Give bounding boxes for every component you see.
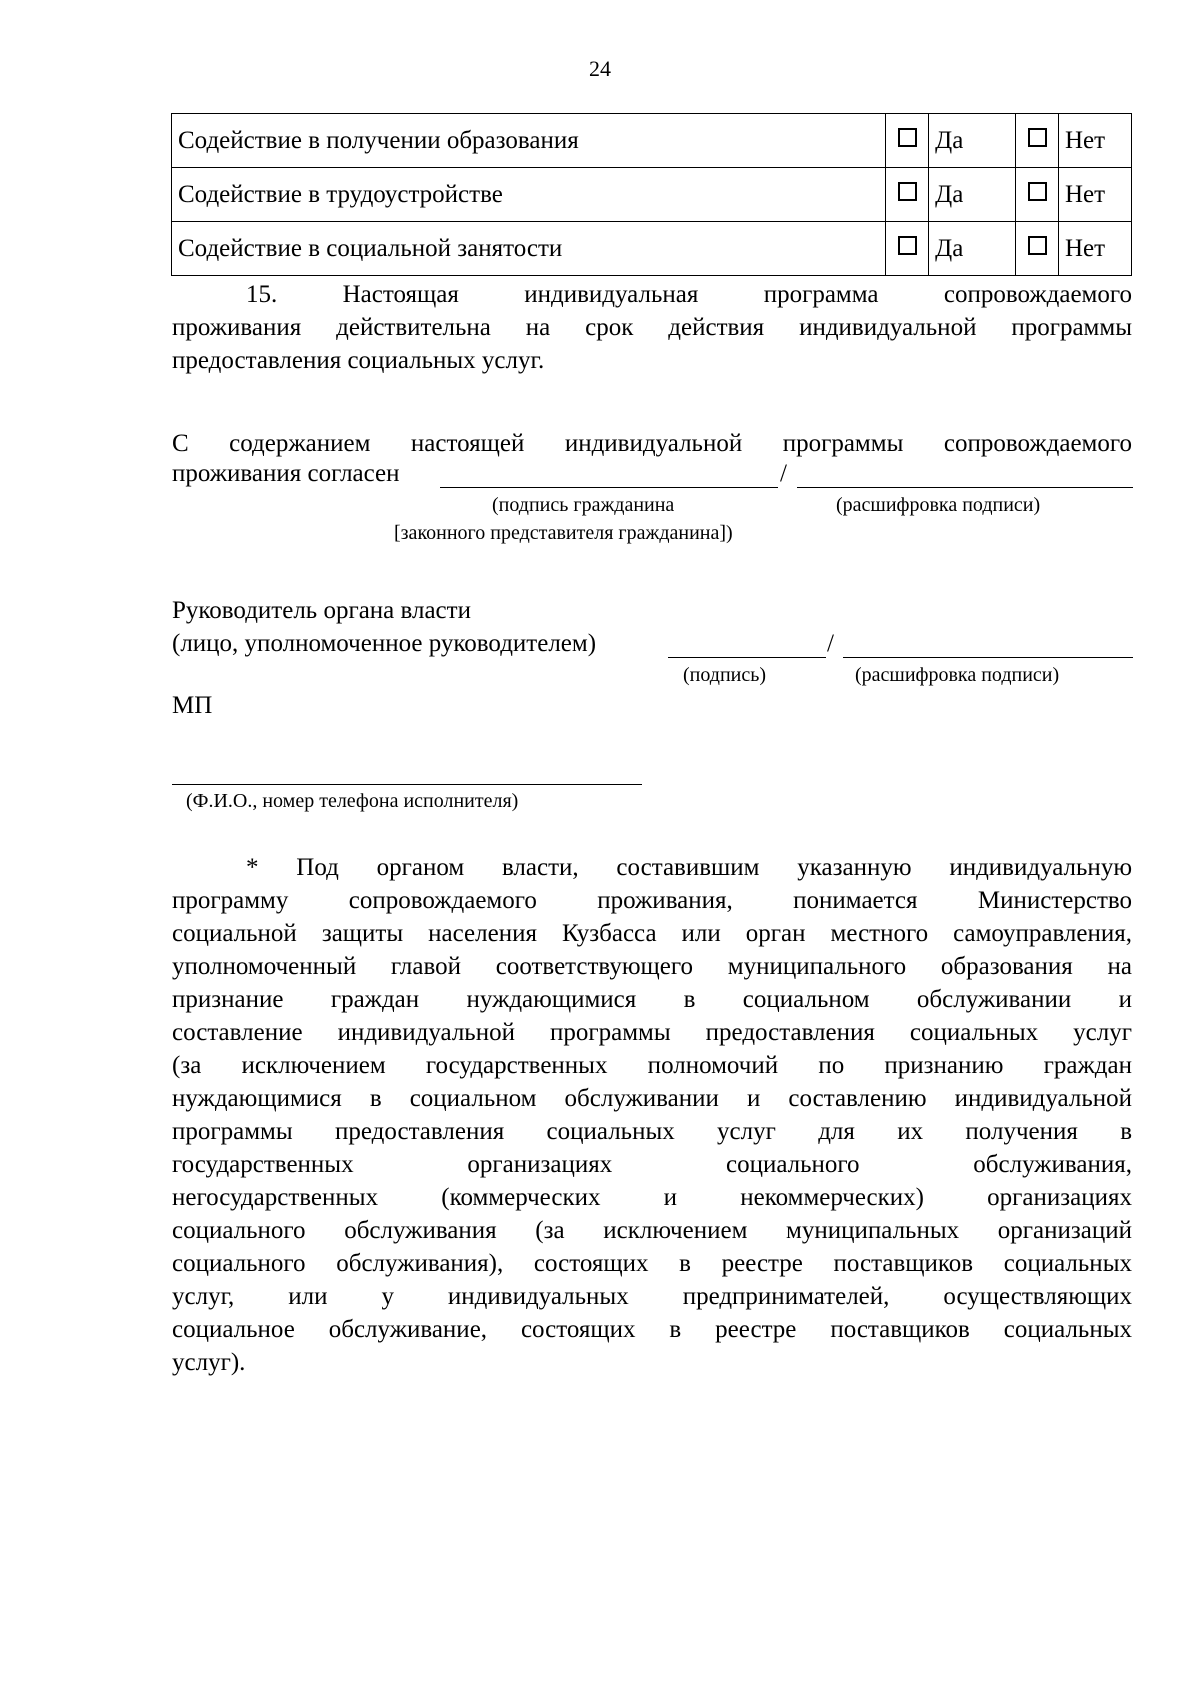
yes-checkbox-cell[interactable] [886,222,929,276]
yes-checkbox-cell[interactable] [886,168,929,222]
footnote-line: признание граждан нуждающимися в социальном обслуживании и [172,986,1132,1013]
head-title: Руководитель органа власти [172,597,471,624]
no-checkbox-cell[interactable] [1016,114,1059,168]
footnote-line: социальное обслуживание, состоящих в реестре поставщиков социальных [172,1316,1132,1343]
checkbox-icon[interactable] [1028,182,1047,201]
checkbox-icon[interactable] [898,236,917,255]
footnote-line: государственных организациях социального обслуживания, [172,1151,1132,1178]
executor-line[interactable] [172,784,642,785]
footnote-line: социального обслуживания), состоящих в реестре поставщиков социальных [172,1250,1132,1277]
no-checkbox-cell[interactable] [1016,168,1059,222]
service-label: Содействие в получении образования [172,114,886,168]
consent-statement [172,427,1132,460]
checkbox-icon[interactable] [898,128,917,147]
service-label: Содействие в социальной занятости [172,222,886,276]
no-label: Нет [1059,168,1132,222]
head-authorized-text: (лицо, уполномоченное руководителем) [172,630,597,657]
footnote-line: услуг). [172,1349,246,1376]
signature-separator: / [827,630,834,657]
head-decoding-line[interactable] [843,657,1133,658]
no-label: Нет [1059,114,1132,168]
representative-caption: [законного представителя гражданина]) [394,522,733,544]
clause-line: 15. Настоящая индивидуальная программа сопровождаемого [246,281,1132,308]
consent-agree-text: проживания согласен [172,460,400,487]
service-label: Содействие в трудоустройстве [172,168,886,222]
yes-label: Да [929,168,1016,222]
footnote-line: (за исключением государственных полномочий по признанию граждан [172,1052,1132,1079]
citizen-decoding-line[interactable] [797,487,1133,488]
footnote-line: негосударственных (коммерческих и некоммерческих) организациях [172,1184,1132,1211]
footnote-line: программы предоставления социальных услуг для их получения в [172,1118,1132,1145]
citizen-decoding-caption: (расшифровка подписи) [836,494,1041,516]
footnote-line: услуг, или у индивидуальных предпринимателей, осуществляющих [172,1283,1132,1310]
clause-line: предоставления социальных услуг. [172,347,545,374]
head-decoding-caption: (расшифровка подписи) [855,664,1060,686]
footnote [172,851,1132,1379]
footnote-line: программу сопровождаемого проживания, понимается Министерство [172,887,1132,914]
checkbox-icon[interactable] [898,182,917,201]
stamp-place: МП [172,692,213,719]
citizen-signature-caption: (подпись гражданина [492,494,675,516]
table-row [172,222,1132,276]
executor-caption: (Ф.И.О., номер телефона исполнителя) [186,790,519,812]
consent-line: С содержанием настоящей индивидуальной программы сопровождаемого [172,430,1132,457]
checkbox-icon[interactable] [1028,236,1047,255]
yes-label: Да [929,114,1016,168]
head-signature-caption: (подпись) [683,664,767,686]
clause-15 [172,278,1132,377]
clause-line: проживания действительна на срок действия индивидуальной программы [172,314,1132,341]
table-row [172,114,1132,168]
footnote-line: социальной защиты населения Кузбасса или орган местного самоуправления, [172,920,1132,947]
head-signature-line[interactable] [668,657,826,658]
services-table [171,113,1132,276]
no-checkbox-cell[interactable] [1016,222,1059,276]
yes-label: Да [929,222,1016,276]
table-row [172,168,1132,222]
citizen-signature-line[interactable] [440,487,778,488]
footnote-line: нуждающимися в социальном обслуживании и составлению индивидуальной [172,1085,1132,1112]
footnote-line: уполномоченный главой соответствующего муниципального образования на [172,953,1132,980]
page-number: 24 [589,56,611,81]
no-label: Нет [1059,222,1132,276]
yes-checkbox-cell[interactable] [886,114,929,168]
footnote-line: * Под органом власти, составившим указанную индивидуальную [246,854,1132,881]
footnote-line: социального обслуживания (за исключением муниципальных организаций [172,1217,1132,1244]
checkbox-icon[interactable] [1028,128,1047,147]
footnote-line: составление индивидуальной программы предоставления социальных услуг [172,1019,1132,1046]
signature-separator: / [780,460,787,487]
